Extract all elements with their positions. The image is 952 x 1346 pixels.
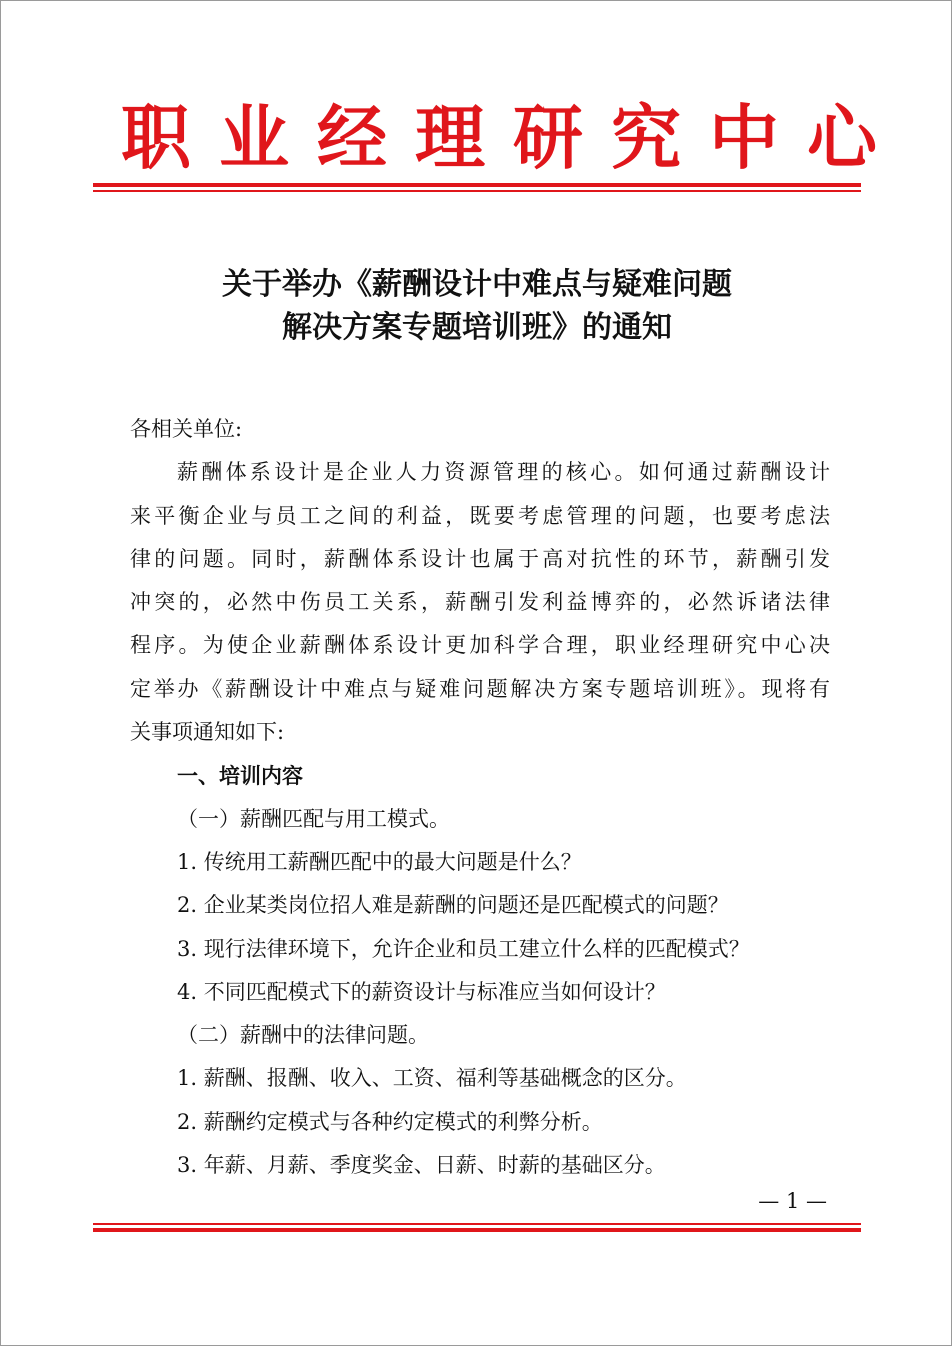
intro-line: 冲突的，必然中伤员工关系，薪酬引发利益博弈的，必然诉诸法律	[130, 590, 830, 615]
subsection-heading: （一）薪酬匹配与用工模式。	[177, 806, 450, 831]
list-item: 3. 现行法律环境下，允许企业和员工建立什么样的匹配模式？	[177, 936, 750, 961]
salutation: 各相关单位:	[130, 417, 243, 441]
document-body	[130, 408, 830, 1187]
intro-line: 来平衡企业与员工之间的利益，既要考虑管理的问题，也要考虑法	[130, 503, 830, 528]
intro-paragraph	[130, 451, 830, 754]
intro-line: 定举办《薪酬设计中难点与疑难问题解决方案专题培训班》。现将有	[130, 676, 830, 701]
list-item: 2. 薪酬约定模式与各种约定模式的利弊分析。	[177, 1109, 603, 1134]
intro-line: 关事项通知如下:	[130, 720, 285, 745]
footer-double-rule	[93, 1223, 861, 1232]
page-number: — 1 —	[758, 1189, 827, 1213]
subsection-heading: （二）薪酬中的法律问题。	[177, 1023, 429, 1048]
intro-line: 律的问题。同时，薪酬体系设计也属于高对抗性的环节，薪酬引发	[130, 546, 830, 571]
masthead-double-rule	[93, 183, 861, 192]
list-item: 2. 企业某类岗位招人难是薪酬的问题还是匹配模式的问题？	[177, 893, 729, 918]
masthead-org-name: 职业经理研究中心	[121, 96, 905, 179]
document-title	[93, 263, 861, 349]
document-title-line-1: 关于举办《薪酬设计中难点与疑难问题	[222, 267, 732, 302]
list-item: 1. 传统用工薪酬匹配中的最大问题是什么？	[177, 849, 582, 874]
section-heading-training-content: 一、培训内容	[177, 763, 303, 789]
intro-line: 程序。为使企业薪酬体系设计更加科学合理，职业经理研究中心决	[130, 633, 830, 658]
list-item: 3. 年薪、月薪、季度奖金、日薪、时薪的基础区分。	[177, 1153, 666, 1178]
list-item: 4. 不同匹配模式下的薪资设计与标准应当如何设计？	[177, 979, 666, 1004]
document-title-line-2: 解决方案专题培训班》的通知	[282, 310, 672, 345]
intro-line: 薪酬体系设计是企业人力资源管理的核心。如何通过薪酬设计	[177, 460, 830, 485]
list-item: 1. 薪酬、报酬、收入、工资、福利等基础概念的区分。	[177, 1066, 687, 1091]
